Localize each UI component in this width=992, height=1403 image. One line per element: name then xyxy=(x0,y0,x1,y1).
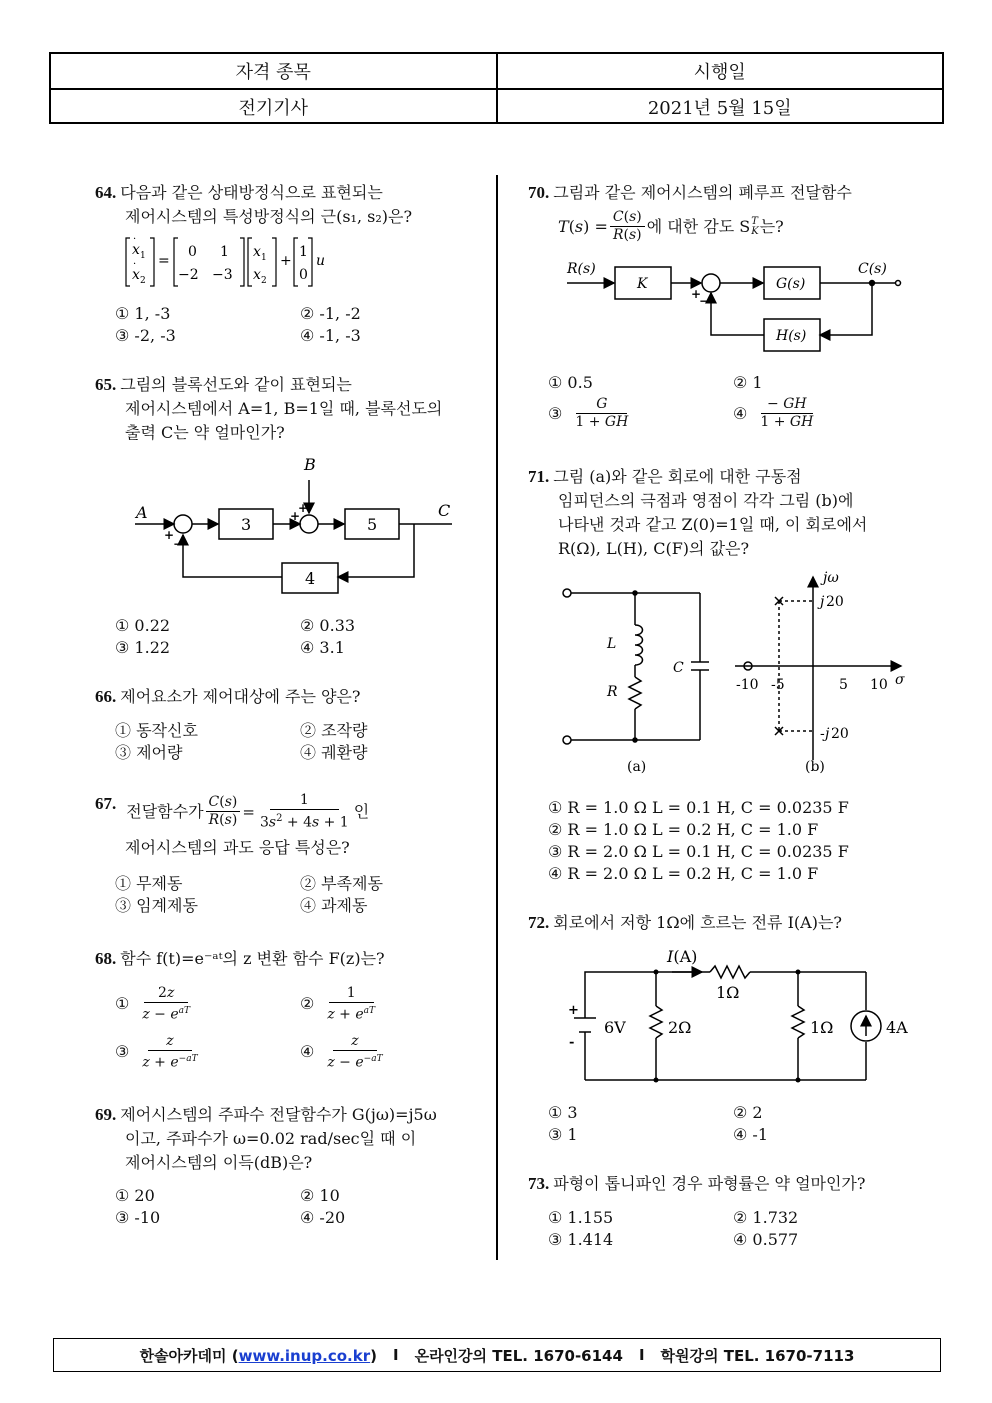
option-4[interactable]: ④ -1, -3 xyxy=(300,326,361,345)
footer-separator: I xyxy=(392,1346,399,1364)
input-label-r: R(s) xyxy=(567,261,596,277)
svg-text:x: x xyxy=(132,242,140,258)
footer-campus-phone: 학원강의 TEL. 1670-7113 xyxy=(660,1346,855,1365)
block-diagram-70 xyxy=(563,255,908,360)
option-4[interactable]: ④ 궤환량 xyxy=(300,743,368,762)
question-number: 73. xyxy=(528,1174,550,1193)
input-label-a: A xyxy=(136,503,148,522)
svg-text:R: R xyxy=(607,684,618,700)
option-3[interactable]: ③ 1.22 xyxy=(115,638,171,657)
question-text: 이고, 주파수가 ω=0.02 rad/sec일 때 이 xyxy=(125,1129,417,1148)
svg-text:1: 1 xyxy=(220,244,229,260)
question-text: 제어요소가 제어대상에 주는 양은? xyxy=(120,687,361,706)
question-67: 67. 전달함수가 $\frac{C(s)}{R(s)}$ = $\frac{1}{3s^2 + 4s + 1}$ 인 제어시스템의 과도 응답 특성은? xyxy=(95,792,490,860)
svg-text:u: u xyxy=(316,253,326,269)
academy-website-link[interactable]: www.inup.co.kr xyxy=(238,1346,371,1365)
svg-text:·: · xyxy=(133,259,137,270)
question-text: R(Ω), L(H), C(F)의 값은? xyxy=(558,539,750,558)
option-1[interactable]: ① 3 xyxy=(548,1103,578,1122)
option-3[interactable]: ③ -2, -3 xyxy=(115,326,176,345)
svg-text:L: L xyxy=(607,636,617,652)
svg-text:6V: 6V xyxy=(604,1018,626,1037)
circuit-and-pole-zero-plot xyxy=(555,565,915,780)
svg-text:−3: −3 xyxy=(212,267,233,283)
option-4[interactable]: ④ 과제동 xyxy=(300,896,368,915)
option-1[interactable]: ① 1.155 xyxy=(548,1208,614,1227)
footer-online-phone: 온라인강의 TEL. 1670-6144 xyxy=(414,1346,623,1365)
question-number: 66. xyxy=(95,687,117,706)
footer-academy: 한솔아카데미 (www.inup.co.kr) xyxy=(139,1346,377,1365)
question-number: 68. xyxy=(95,949,117,968)
question-text: 파형이 톱니파인 경우 파형률은 약 얼마인가? xyxy=(553,1174,866,1193)
svg-text:=: = xyxy=(158,253,170,269)
option-3[interactable]: ③ $\frac{z}{z + e^{-aT}}$ xyxy=(115,1033,198,1071)
svg-text:-: - xyxy=(569,1035,575,1050)
question-text: 제어시스템의 이득(dB)은? xyxy=(125,1153,313,1172)
option-1[interactable]: ① 0.5 xyxy=(548,373,593,392)
question-number: 67. xyxy=(95,794,117,813)
question-text: 제어시스템의 특성방정식의 근(s₁, s₂)은? xyxy=(125,207,413,226)
question-text: 나타낸 것과 같고 Z(0)=1일 때, 이 회로에서 xyxy=(558,515,868,534)
option-4[interactable]: ④ R = 2.0 Ω L = 0.2 H, C = 1.0 F xyxy=(548,864,819,883)
option-4[interactable]: ④ 3.1 xyxy=(300,638,345,657)
option-1[interactable]: ① 20 xyxy=(115,1186,155,1205)
svg-text:4A: 4A xyxy=(886,1018,908,1037)
svg-text:-5: -5 xyxy=(771,677,785,693)
header-date: 2021년 5월 15일 xyxy=(496,90,943,124)
question-text: 인 xyxy=(353,801,370,821)
option-3[interactable]: ③ 1.414 xyxy=(548,1230,614,1249)
closed-loop-tf: T(s) = xyxy=(558,216,608,236)
svg-text:(a): (a) xyxy=(627,759,647,775)
option-3[interactable]: ③ -10 xyxy=(115,1208,161,1227)
question-number: 70. xyxy=(528,183,550,202)
svg-text:·: · xyxy=(133,234,137,245)
option-1[interactable]: ① 동작신호 xyxy=(115,721,198,740)
svg-text:(b): (b) xyxy=(805,759,825,775)
svg-text:+: + xyxy=(568,1003,579,1018)
option-4[interactable]: ④ $\frac{- GH}{1 + GH}$ xyxy=(733,396,814,430)
question-text: 임피던스의 극점과 영점이 각각 그림 (b)에 xyxy=(558,491,854,510)
option-2[interactable]: ② $\frac{1}{z + e^{aT}}$ xyxy=(300,985,376,1023)
option-1[interactable]: ① $\frac{2z}{z - e^{aT}}$ xyxy=(115,985,191,1023)
option-2[interactable]: ② 0.33 xyxy=(300,616,356,635)
question-text: 출력 C는 약 얼마인가? xyxy=(125,423,285,442)
question-65 xyxy=(95,373,490,445)
header-col2-title: 시행일 xyxy=(496,54,943,88)
svg-text:σ: σ xyxy=(895,672,905,688)
option-3[interactable]: ③ R = 2.0 Ω L = 0.1 H, C = 0.0235 F xyxy=(548,842,849,861)
input-label-b: B xyxy=(304,455,316,474)
feedback-gain-4: 4 xyxy=(305,569,316,588)
header-col1-title: 자격 종목 xyxy=(235,62,311,83)
svg-text:1Ω: 1Ω xyxy=(716,983,740,1002)
option-2[interactable]: ② 10 xyxy=(300,1186,340,1205)
svg-text:0: 0 xyxy=(299,267,308,283)
question-text: 제어시스템의 주파수 전달함수가 G(jω)=j5ω xyxy=(120,1105,437,1124)
question-68 xyxy=(95,947,490,971)
block-h: H(s) xyxy=(776,328,807,344)
svg-text:x: x xyxy=(132,267,140,283)
svg-text:0: 0 xyxy=(188,244,197,260)
option-3[interactable]: ③ $\frac{G}{1 + GH}$ xyxy=(548,396,629,430)
block-gain-3: 3 xyxy=(241,515,252,534)
svg-text:2: 2 xyxy=(140,276,146,286)
transfer-function-expression: $\frac{1}{3s^2 + 4s + 1}$ xyxy=(259,792,349,831)
svg-text:2Ω: 2Ω xyxy=(668,1018,692,1037)
block-diagram-65 xyxy=(130,450,460,605)
question-text: 그림의 블록선도와 같이 표현되는 xyxy=(120,375,352,394)
transfer-function-ratio: $\frac{C(s)}{R(s)}$ xyxy=(206,794,241,829)
question-number: 64. xyxy=(95,183,117,202)
question-text: 다음과 같은 상태방정식으로 표현되는 xyxy=(120,183,383,202)
option-2[interactable]: ② 조작량 xyxy=(300,721,368,740)
option-2[interactable]: ② 부족제동 xyxy=(300,874,383,893)
header-subject: 전기기사 xyxy=(238,98,309,119)
option-4[interactable]: ④ -1 xyxy=(733,1125,769,1144)
option-3[interactable]: ③ 제어량 xyxy=(115,743,183,762)
option-2[interactable]: ② 1.732 xyxy=(733,1208,799,1227)
svg-text:1: 1 xyxy=(261,253,267,263)
question-text: 회로에서 저항 1Ω에 흐르는 전류 I(A)는? xyxy=(553,913,842,932)
svg-text:2: 2 xyxy=(261,276,267,286)
footer-separator: I xyxy=(638,1346,645,1364)
svg-text:1: 1 xyxy=(140,251,146,261)
question-text: 제어시스템에서 A=1, B=1일 때, 블록선도의 xyxy=(125,399,443,418)
svg-text:-10: -10 xyxy=(736,677,759,693)
option-2[interactable]: ② 1 xyxy=(733,373,763,392)
question-72 xyxy=(528,911,938,935)
column-divider xyxy=(496,175,498,1260)
state-equation-matrix xyxy=(122,234,337,290)
option-2[interactable]: ② -1, -2 xyxy=(300,304,361,323)
svg-text:j: j xyxy=(820,594,825,610)
question-number: 65. xyxy=(95,375,117,394)
svg-text:+: + xyxy=(691,287,702,301)
svg-text:x: x xyxy=(253,244,261,260)
question-73 xyxy=(528,1172,938,1196)
svg-text:-: - xyxy=(820,726,825,742)
svg-text:−: − xyxy=(699,294,710,308)
question-text: 제어시스템의 과도 응답 특성은? xyxy=(125,837,350,857)
output-label-c: C(s) xyxy=(858,261,887,277)
question-69 xyxy=(95,1103,490,1175)
svg-text:+: + xyxy=(164,528,175,542)
svg-text:−2: −2 xyxy=(178,267,199,283)
svg-text:−: − xyxy=(173,537,184,551)
option-1[interactable]: ① 0.22 xyxy=(115,616,171,635)
svg-text:10: 10 xyxy=(870,677,888,693)
option-1[interactable]: ① 무제동 xyxy=(115,874,183,893)
svg-text:x: x xyxy=(253,267,261,283)
question-text: 에 대한 감도 S xyxy=(646,216,751,236)
svg-text:5: 5 xyxy=(839,677,848,693)
svg-text:+: + xyxy=(298,501,309,515)
question-64 xyxy=(95,181,485,229)
question-number: 72. xyxy=(528,913,550,932)
footer-bar xyxy=(53,1338,941,1372)
block-g: G(s) xyxy=(776,276,806,292)
question-text: 는? xyxy=(759,216,784,236)
option-1[interactable]: ① 1, -3 xyxy=(115,304,171,323)
svg-text:j: j xyxy=(825,726,830,742)
output-label-c: C xyxy=(438,501,451,520)
option-4[interactable]: ④ 0.577 xyxy=(733,1230,799,1249)
question-70: 70. 그림과 같은 제어시스템의 폐루프 전달함수 T(s) = $\frac{C(s)}{R(s)}$ 에 대한 감도 S T K 는? xyxy=(528,183,852,243)
svg-text:+: + xyxy=(290,509,301,523)
option-2[interactable]: ② R = 1.0 Ω L = 0.2 H, C = 1.0 F xyxy=(548,820,819,839)
question-number: 69. xyxy=(95,1105,117,1124)
question-number: 71. xyxy=(528,467,550,486)
option-4[interactable]: ④ $\frac{z}{z - e^{-aT}}$ xyxy=(300,1033,383,1071)
block-k: K xyxy=(637,276,648,292)
question-text: 전달함수가 xyxy=(126,801,204,821)
option-3[interactable]: ③ 임계제동 xyxy=(115,896,198,915)
question-text: 함수 f(t)=e⁻ᵃᵗ의 z 변환 함수 F(z)는? xyxy=(120,949,385,968)
block-gain-5: 5 xyxy=(367,515,378,534)
svg-text:C: C xyxy=(673,660,684,676)
svg-text:jω: jω xyxy=(823,570,839,586)
svg-text:+: + xyxy=(280,253,292,269)
svg-text:1: 1 xyxy=(299,244,308,260)
question-71 xyxy=(528,465,938,561)
question-text: 그림 (a)와 같은 회로에 대한 구동점 xyxy=(553,467,802,486)
option-4[interactable]: ④ -20 xyxy=(300,1208,346,1227)
option-3[interactable]: ③ 1 xyxy=(548,1125,578,1144)
svg-text:I(A): I(A) xyxy=(667,947,698,966)
svg-text:1Ω: 1Ω xyxy=(810,1018,834,1037)
header-table xyxy=(49,52,944,124)
circuit-diagram-72 xyxy=(560,942,915,1087)
svg-text:20: 20 xyxy=(831,726,849,742)
svg-text:20: 20 xyxy=(826,594,844,610)
option-2[interactable]: ② 2 xyxy=(733,1103,763,1122)
option-1[interactable]: ① R = 1.0 Ω L = 0.1 H, C = 0.0235 F xyxy=(548,798,849,817)
question-66 xyxy=(95,685,490,709)
question-text: 그림과 같은 제어시스템의 폐루프 전달함수 xyxy=(553,183,852,202)
